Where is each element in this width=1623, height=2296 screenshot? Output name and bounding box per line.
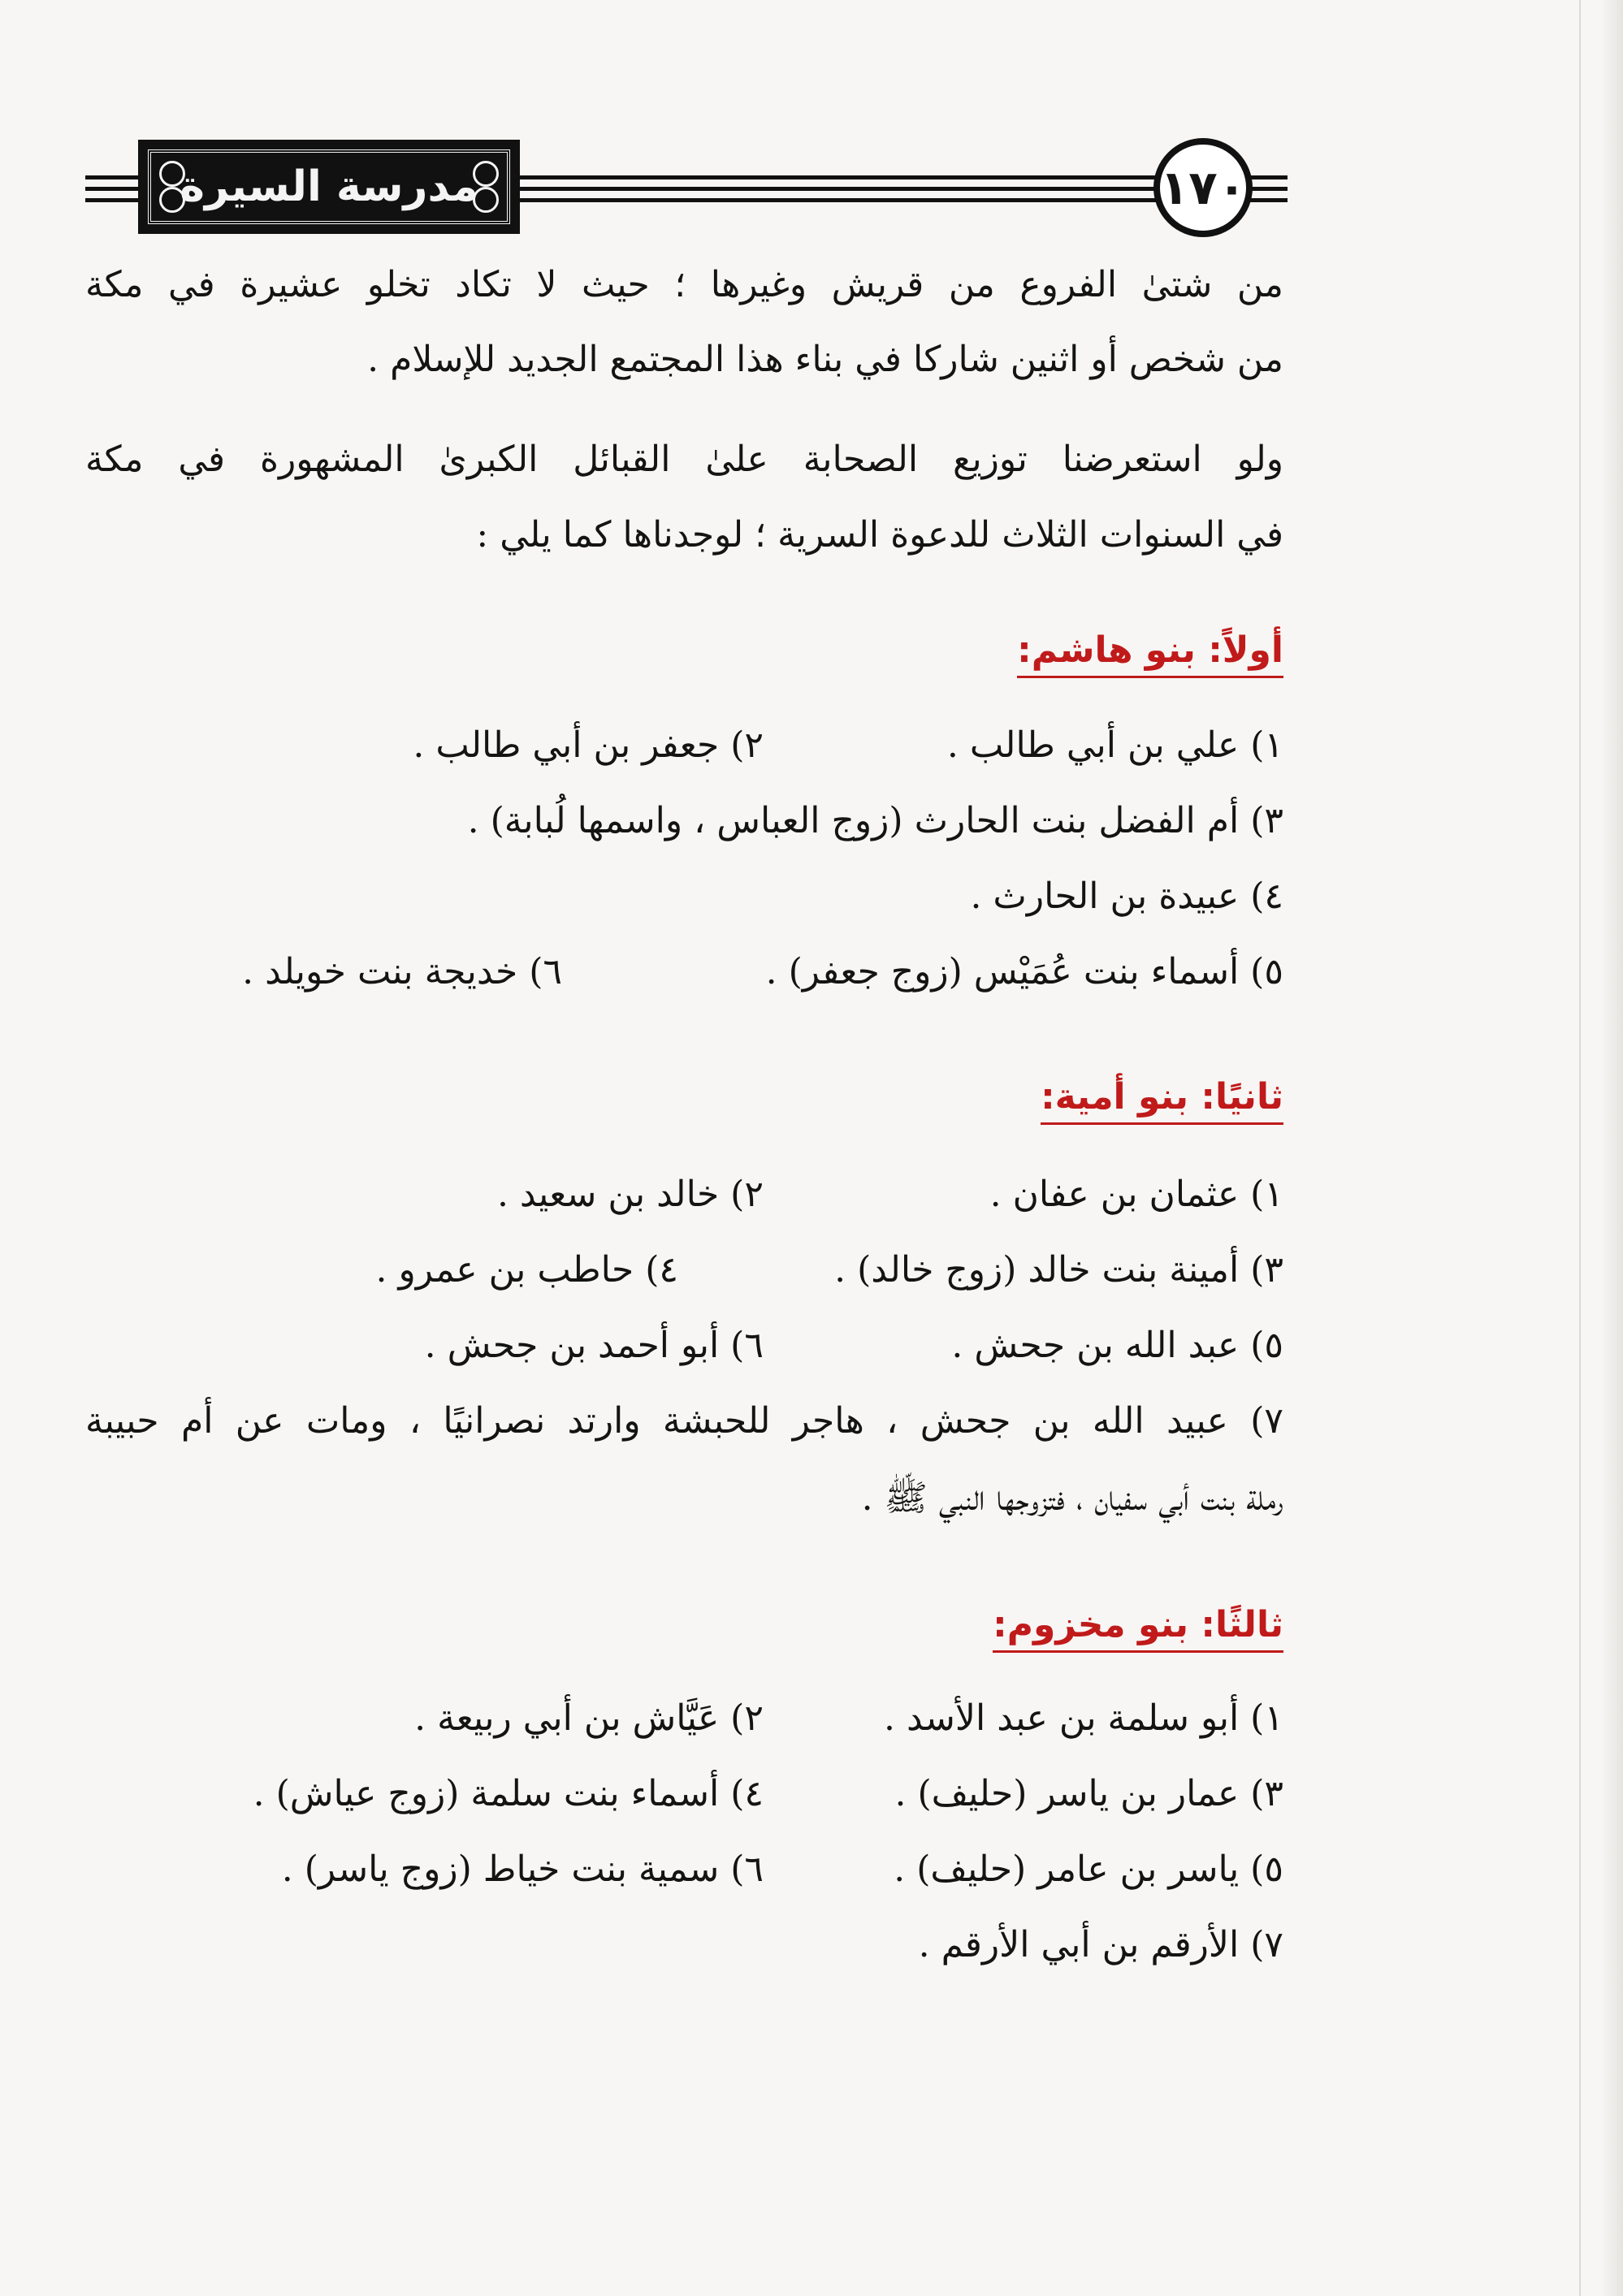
list-item: ٢) خالد بن سعيد .: [496, 1174, 764, 1215]
list-item: ٥) ياسر بن عامر (حليف) .: [894, 1848, 1283, 1890]
page-header: [85, 138, 1288, 240]
list-item: رملة بنت أبي سفيان ، فتزوجها النبي ﷺ .: [861, 1477, 1283, 1519]
list-item: ٤) حاطب بن عمرو .: [375, 1249, 678, 1291]
list-item: ٦) سمية بنت خياط (زوج ياسر) .: [281, 1848, 764, 1890]
list-item: ١) علي بن أبي طالب .: [946, 724, 1283, 766]
book-title: مدرسة السيرة: [180, 162, 478, 211]
list-item: ١) أبو سلمة بن عبد الأسد .: [883, 1697, 1283, 1739]
section-heading: ثالثًا: بنو مخزوم:: [993, 1604, 1283, 1645]
section-heading: ثانيًا: بنو أمية:: [1041, 1076, 1283, 1118]
paragraph-line: من شخص أو اثنين شاركا في بناء هذا المجتمع الجديد للإسلام .: [367, 339, 1283, 380]
list-item: ٧) عبيد الله بن جحش ، هاجر للحبشة وارتد نصرانيًا ، ومات عن أم حبيبة: [85, 1400, 1283, 1442]
list-item: ٢) عَيَّاش بن أبي ربيعة .: [414, 1697, 764, 1739]
list-item: ٢) جعفر بن أبي طالب .: [413, 724, 764, 766]
list-item: ١) عثمان بن عفان .: [989, 1174, 1283, 1215]
list-item: ٤) أسماء بنت سلمة (زوج عياش) .: [253, 1773, 764, 1814]
list-item: ٧) الأرقم بن أبي الأرقم .: [918, 1924, 1283, 1965]
section-heading: أولاً: بنو هاشم:: [1017, 629, 1283, 671]
page-edge-line: [1579, 0, 1581, 2296]
paragraph-line: في السنوات الثلاث للدعوة السرية ؛ لوجدناها كما يلي :: [476, 514, 1283, 556]
list-item: ٣) أم الفضل بنت الحارث (زوج العباس ، واسمها لُبابة) .: [467, 800, 1283, 841]
page-number-badge: [1153, 138, 1253, 237]
list-item: ٣) أمينة بنت خالد (زوج خالد) .: [834, 1249, 1283, 1291]
book-title-frame: [148, 149, 510, 224]
list-item: ٥) عبد الله بن جحش .: [951, 1325, 1283, 1366]
ornament-icon: [159, 187, 185, 213]
list-item: ٥) أسماء بنت عُمَيْس (زوج جعفر) .: [765, 951, 1283, 992]
paragraph-line: ولو استعرضنا توزيع الصحابة علىٰ القبائل الكبرىٰ المشهورة في مكة: [85, 439, 1283, 480]
list-item: ٤) عبيدة بن الحارث .: [970, 876, 1283, 917]
ornament-icon: [473, 187, 499, 213]
paragraph-line: من شتىٰ الفروع من قريش وغيرها ؛ حيث لا تكاد تخلو عشيرة في مكة: [85, 264, 1283, 305]
ornament-icon: [159, 161, 185, 187]
list-item: ٦) خديجة بنت خويلد .: [242, 951, 562, 992]
ornament-icon: [473, 161, 499, 187]
page-number: ١٧٠: [1159, 160, 1247, 215]
list-item: ٣) عمار بن ياسر (حليف) .: [894, 1773, 1283, 1814]
book-title-box: [138, 140, 520, 234]
page-edge: [1600, 0, 1623, 2296]
list-item: ٦) أبو أحمد بن جحش .: [424, 1325, 764, 1366]
